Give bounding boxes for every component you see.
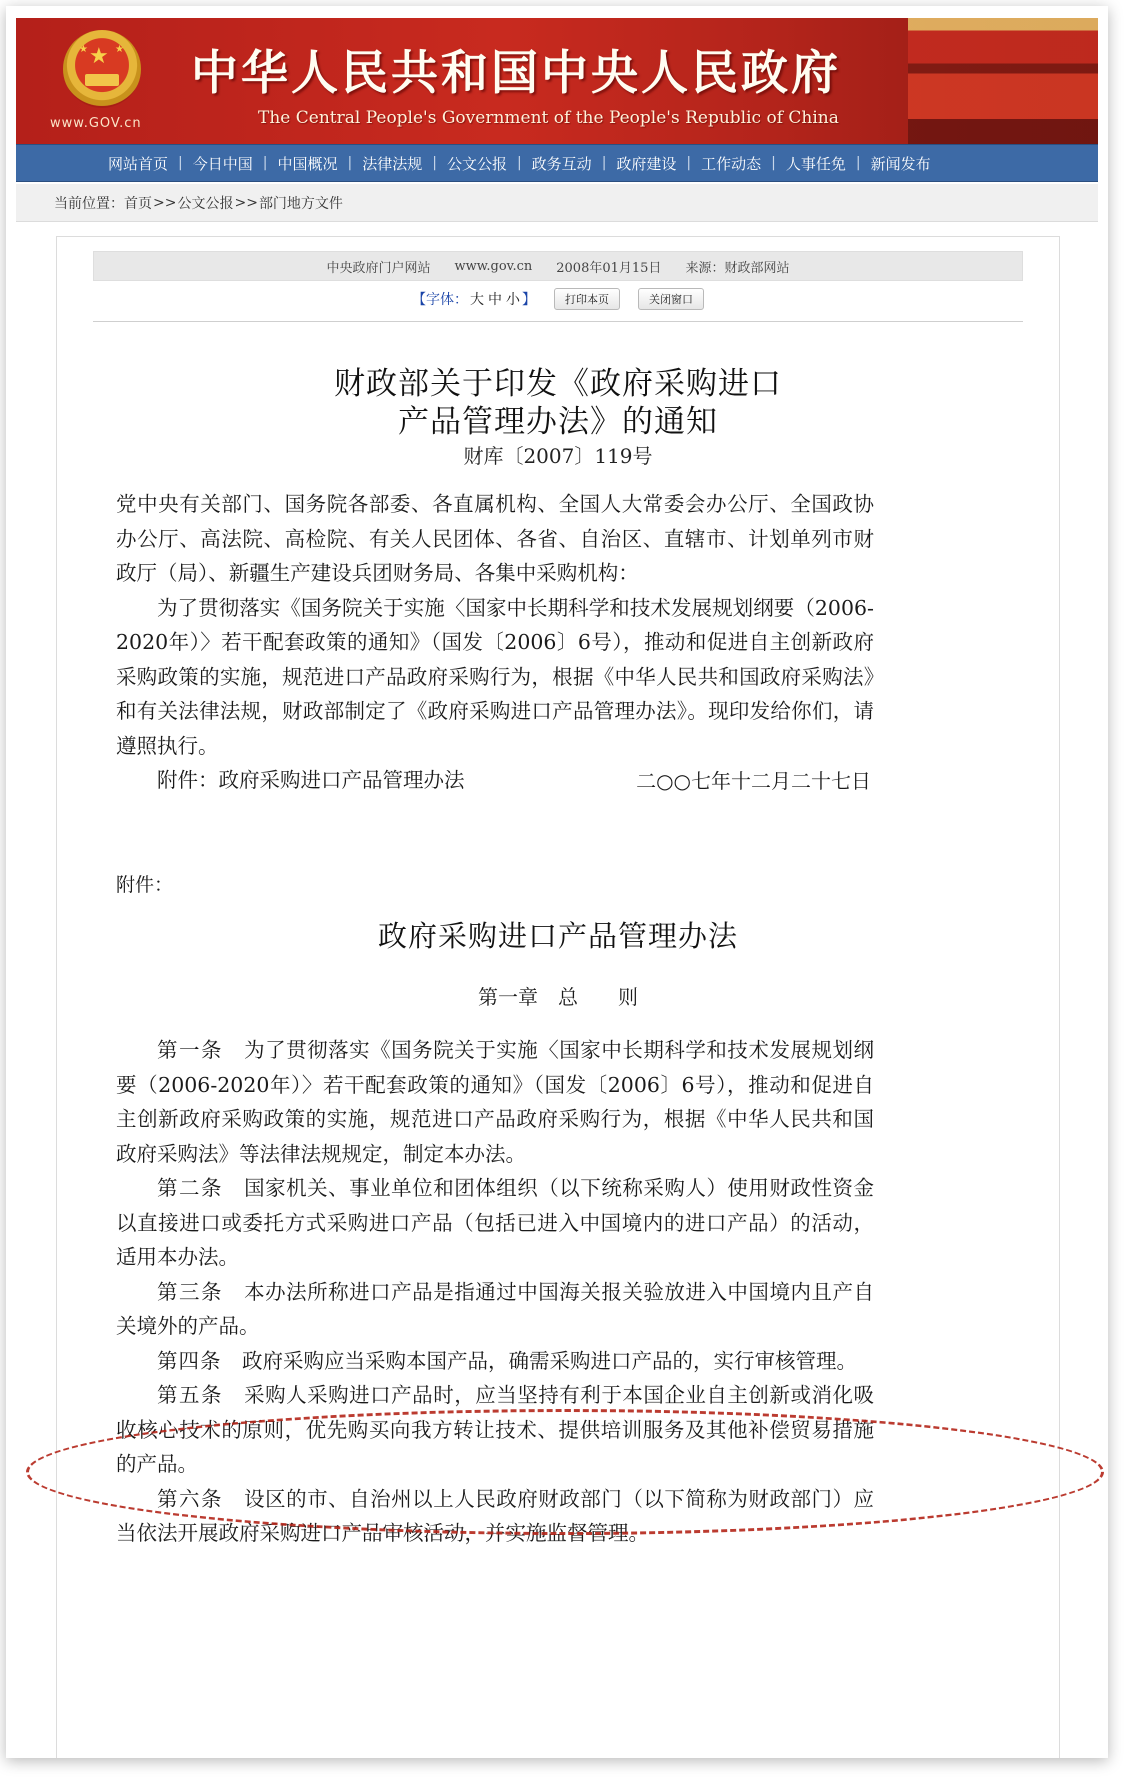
article-5: 第五条 采购人采购进口产品时，应当坚持有利于本国企业自主创新或消化吸收核心技术的原则，优先购买向我方转让技术、提供培训服务及其他补偿贸易措施的产品。 [116,1383,875,1476]
nav-item-appointments[interactable]: 人事任免 [785,154,846,173]
article-3: 第三条 本办法所称进口产品是指通过中国海关报关验放进入中国境内且产自关境外的产品。 [116,1279,875,1338]
meta-source-site: 中央政府门户网站 [326,260,431,276]
nav-item-today[interactable]: 今日中国 [192,154,253,173]
print-button[interactable]: 打印本页 [554,288,620,310]
appendix-label: 附件： [116,874,174,896]
breadcrumb [16,184,1098,222]
site-title: 中华人民共和国中央人民政府 [191,46,841,101]
star-icon: ★ [115,44,124,55]
nav-item-laws[interactable]: 法律法规 [362,154,423,173]
notice-body [116,487,874,798]
meta-source: 来源：财政部网站 [685,260,790,276]
article-2: 第二条 国家机关、事业单位和团体组织（以下统称采购人）使用财政性资金以直接进口或委托方式采购进口产品（包括已进入中国境内的进口产品）的活动，适用本办法。 [116,1176,875,1269]
article-4: 第四条 政府采购应当采购本国产品，确需采购进口产品的，实行审核管理。 [157,1348,857,1373]
breadcrumb-current[interactable]: 部门地方文件 [258,195,343,212]
notice-title: 财政部关于印发《政府采购进口 产品管理办法》的通知 [334,366,782,440]
star-icon: ★ [79,44,88,55]
nav-item-interaction[interactable]: 政务互动 [531,154,592,173]
font-small-link[interactable]: 小 [506,292,520,308]
notice-date: 二○○七年十二月二十七日 [636,769,871,793]
site-subtitle: The Central People's Government of the People's Republic of China [258,108,839,128]
star-icon: ★ [89,44,109,69]
font-medium-link[interactable]: 中 [488,292,502,308]
site-banner [16,18,1098,144]
nav-item-overview[interactable]: 中国概况 [277,154,338,173]
highlight-annotation [26,1409,1104,1535]
meta-date: 2008年01月15日 [556,260,662,276]
meta-url: www.gov.cn [454,258,533,274]
main-nav: 网站首页 | 今日中国 | 中国概况 | 法律法规 | 公文公报 | 政务互动 | 政府建设 | 工作动态 | 人事任免 | 新闻发布 [16,144,1098,182]
nav-item-government[interactable]: 政府建设 [616,154,677,173]
nav-item-documents[interactable]: 公文公报 [446,154,507,173]
close-window-button[interactable]: 关闭窗口 [638,288,704,310]
nav-item-news[interactable]: 新闻发布 [870,154,931,173]
breadcrumb-separator: >> [153,194,177,211]
appendix-title: 政府采购进口产品管理办法 [377,919,738,953]
tiananmen-image [908,18,1098,144]
national-emblem-icon [63,30,141,108]
chapter-heading: 第一章 总 则 [478,985,638,1009]
breadcrumb-label: 当前位置： [54,195,124,212]
nav-item-work[interactable]: 工作动态 [701,154,762,173]
gate-icon [85,74,119,86]
notice-addressee: 党中央有关部门、国务院各部委、各直属机构、全国人大常委会办公厅、全国政协办公厅、高法院、高检院、有关人民团体、各省、自治区、直辖市、计划单列市财政厅（局）、新疆生产建设兵团财务局、各集中采购机构： [116,492,874,585]
font-large-link[interactable]: 大 [470,292,484,308]
article-6: 第六条 设区的市、自治州以上人民政府财政部门（以下简称为财政部门）应当依法开展政府采购进口产品审核活动，并实施监督管理。 [116,1486,875,1545]
document-number: 财库〔2007〕119号 [463,444,653,468]
page-frame [6,6,1108,1758]
breadcrumb-documents[interactable]: 公文公报 [177,195,234,212]
site-url[interactable]: www.GOV.cn [50,116,142,131]
article-meta [93,251,1023,281]
breadcrumb-separator: >> [234,194,258,211]
font-size-control: 【字体： 大 中 小 】 [412,292,536,308]
notice-paragraph: 为了贯彻落实《国务院关于实施〈国家中长期科学和技术发展规划纲要（2006-2020年）〉若干配套政策的通知》（国发〔2006〕6号），推动和促进自主创新政府采购政策的实施，规范进口产品政府采购行为，根据《中华人民共和国政府采购法》和有关法律法规，财政部制定了《政府采购进口产品管理办法》。现印发给你们，请遵照执行。 [116,595,874,758]
article-tools [57,287,1059,311]
notice-attachment: 附件：政府采购进口产品管理办法 [157,768,465,792]
breadcrumb-home[interactable]: 首页 [124,195,152,212]
nav-item-home[interactable]: 网站首页 [108,154,169,173]
divider [93,321,1023,322]
article-1: 第一条 为了贯彻落实《国务院关于实施〈国家中长期科学和技术发展规划纲要（2006-2020年）〉若干配套政策的通知》（国发〔2006〕6号），推动和促进自主创新政府采购政策的实施，规范进口产品政府采购行为，根据《中华人民共和国政府采购法》等法律法规规定，制定本办法。 [116,1038,875,1166]
